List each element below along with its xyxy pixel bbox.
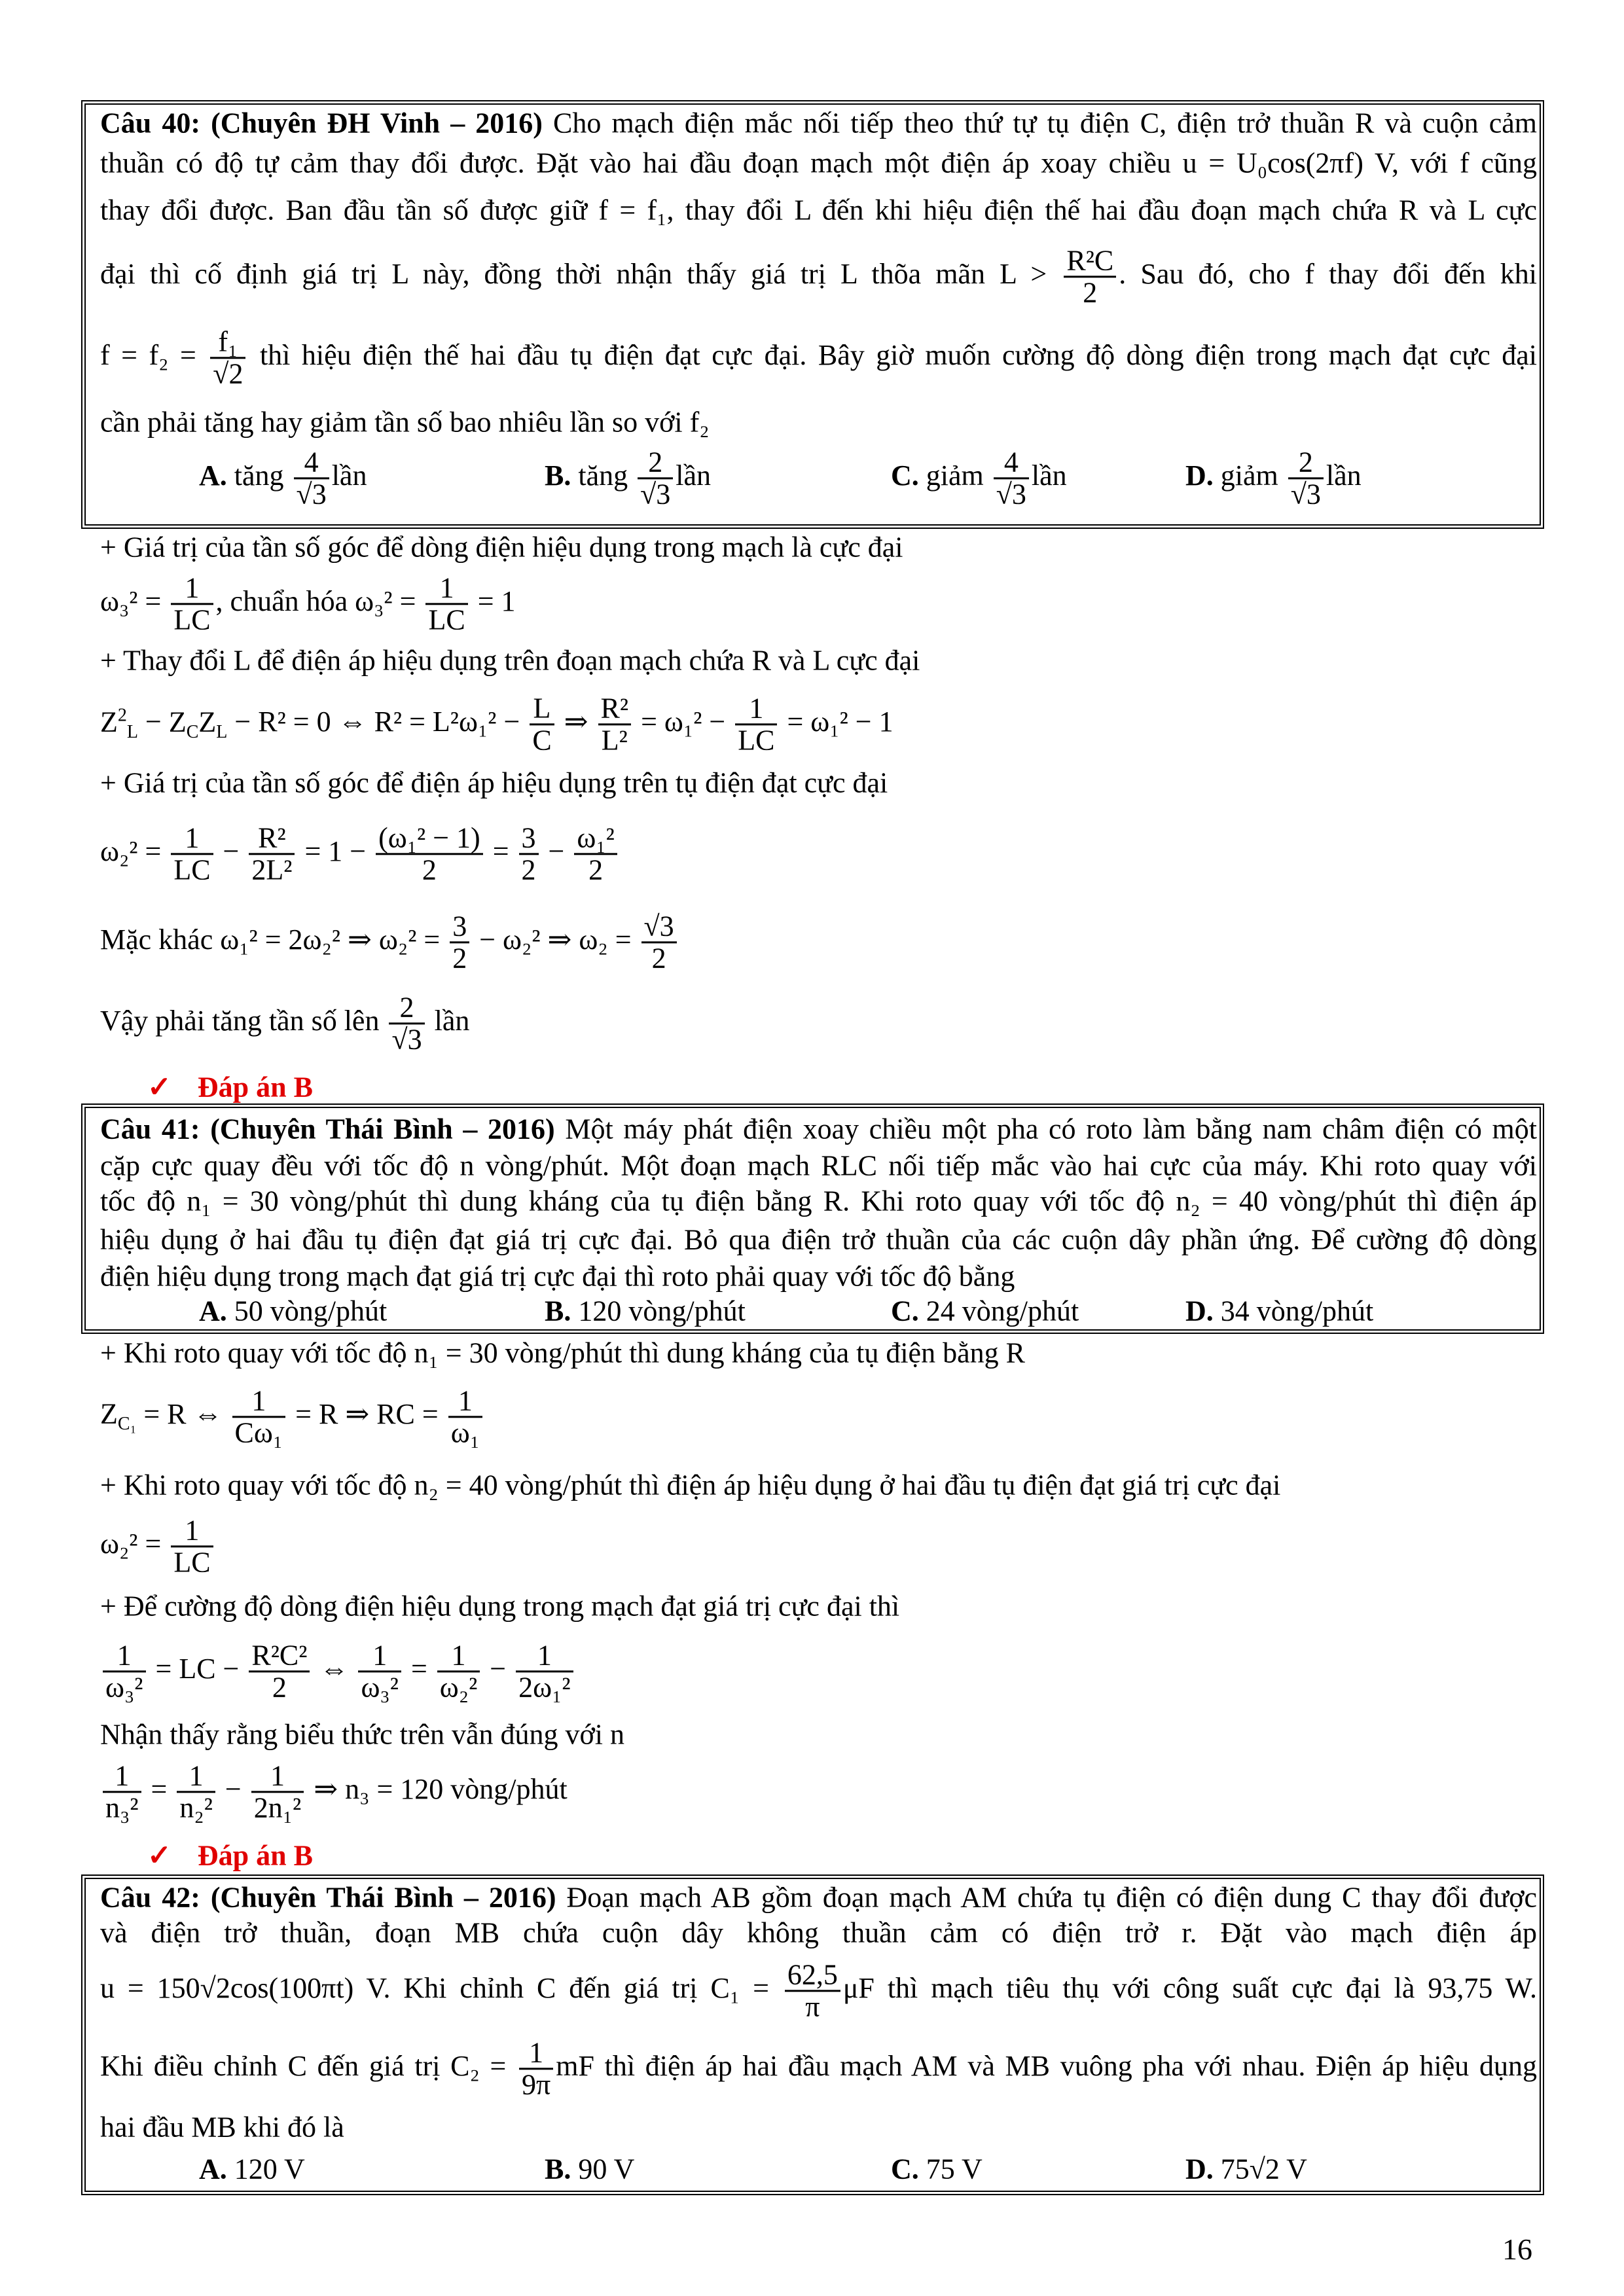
text-run: Vậy phải tăng tần số lên: [100, 1004, 387, 1037]
fraction-numerator: 1: [103, 1761, 141, 1793]
text-run: + Khi roto quay với tốc độ n₁ = 30 vòng/phút thì dung kháng của tụ điện bằng R: [100, 1336, 1025, 1369]
fraction: [450, 911, 469, 973]
q42-line: [100, 2038, 1537, 2100]
fraction: [574, 823, 617, 885]
q42-option-c: [891, 2153, 983, 2186]
q42-line: [100, 2111, 1537, 2145]
s40-line: [100, 911, 1537, 973]
fraction-numerator: 1: [425, 573, 467, 605]
s41-line: [100, 1386, 1537, 1448]
fraction: [358, 1640, 401, 1702]
text-run: −: [541, 835, 572, 868]
q41-line: [100, 1223, 1537, 1257]
fraction-denominator: 2L²: [251, 853, 293, 886]
fraction-denominator: ω₃²: [105, 1671, 143, 1704]
fraction-numerator: 4: [994, 448, 1029, 480]
fraction-denominator: LC: [428, 603, 465, 636]
s40-line: [100, 823, 1537, 885]
fraction-numerator: 4: [294, 448, 329, 480]
text-run: = ω₁² −: [634, 706, 733, 738]
math-base: Z: [100, 1397, 118, 1430]
math-subscript: C: [186, 721, 199, 742]
text-run: điện hiệu dụng trong mạch đạt giá trị cực đại thì roto phải quay với tốc độ bằng: [100, 1260, 1015, 1293]
text-run: + Để cường độ dòng điện hiệu dụng trong mạch đạt giá trị cực đại thì: [100, 1590, 900, 1623]
text-run: −: [217, 1773, 249, 1806]
fraction-numerator: 1: [735, 693, 777, 725]
page-number: 16: [1502, 2233, 1532, 2266]
fraction-numerator: R²: [598, 693, 632, 725]
text-run: −: [482, 1652, 514, 1685]
fraction-numerator: 1: [171, 1515, 213, 1547]
s41-line: [100, 1761, 1537, 1823]
fraction: [519, 823, 539, 885]
fraction-denominator: 9π: [522, 2068, 551, 2101]
fraction-denominator: Cω₁: [234, 1416, 283, 1448]
math-subscript: C₁: [117, 1414, 137, 1435]
text-run: . Sau đó, cho f thay đổi đến khi: [1119, 258, 1537, 291]
fraction-denominator: LC: [738, 724, 775, 757]
fraction: [171, 573, 213, 635]
text-run: cặp cực quay đều với tốc độ n vòng/phút. Một đoạn mạch RLC nối tiếp mắc vào hai cực của máy. Khi roto quay với: [100, 1149, 1537, 1182]
text-run: = R ⇒ RC =: [288, 1397, 446, 1430]
bold-label: Câu 41: (Chuyên Thái Bình – 2016): [100, 1113, 555, 1145]
q40-line: [100, 107, 1537, 141]
fraction: [994, 448, 1029, 510]
text-run: =: [143, 1773, 175, 1806]
text-run: ⇒ n₃ = 120 vòng/phút: [306, 1773, 568, 1806]
q40-option-c: [891, 448, 1067, 510]
bold-label: D.: [1185, 459, 1214, 492]
q41-line: [100, 1185, 1537, 1219]
fraction-denominator: 2ω₁²: [518, 1671, 571, 1704]
text-run: lần: [427, 1004, 470, 1037]
q42-option-b: [545, 2153, 634, 2186]
fraction-denominator: π: [805, 1990, 820, 2023]
text-run: lần: [1031, 459, 1067, 492]
fraction-denominator: √3: [996, 478, 1026, 511]
text-run: 75√2 V: [1213, 2153, 1307, 2185]
bold-label: A.: [199, 459, 227, 492]
fraction-denominator: 2: [588, 853, 604, 886]
text-run: μF thì mạch tiêu thụ với công suất cực đại là 93,75 W.: [842, 1972, 1537, 2005]
s40-line: [100, 693, 1537, 755]
q41-line: [100, 1260, 1537, 1293]
fraction-denominator: ω₁: [450, 1416, 480, 1448]
q40-option-b: [545, 448, 711, 510]
s40-line: [100, 573, 1537, 635]
text-run: lần: [331, 459, 367, 492]
fraction: [171, 1515, 213, 1577]
text-run: hai đầu MB khi đó là: [100, 2111, 344, 2144]
fraction-denominator: √3: [391, 1023, 422, 1056]
s41-line: [100, 1336, 1537, 1370]
fraction: [210, 327, 245, 389]
text-run: = 1 −: [297, 835, 374, 868]
fraction-numerator: 62,5: [785, 1960, 840, 1992]
fraction: [1288, 448, 1324, 510]
fraction: [519, 2038, 553, 2100]
text-run: lần: [676, 459, 712, 492]
fraction: [249, 1640, 310, 1702]
bold-label: Câu 40: (Chuyên ĐH Vinh – 2016): [100, 107, 543, 139]
fraction-denominator: L²: [601, 724, 628, 757]
fraction: [425, 573, 467, 635]
fraction-numerator: 1: [177, 1761, 215, 1793]
s40-line: [100, 645, 1537, 678]
fraction: [249, 823, 295, 885]
text-run: Một máy phát điện xoay chiều một pha có roto làm bằng nam châm điện có một: [554, 1113, 1537, 1145]
fraction: [103, 1761, 141, 1823]
fraction-denominator: C: [532, 724, 552, 757]
text-run: = ω₁² − 1: [780, 706, 893, 738]
s41-line: [100, 1640, 1537, 1702]
fraction: [530, 693, 554, 755]
fraction-numerator: √3: [641, 911, 677, 943]
text-run: = 1: [470, 584, 516, 617]
text-run: cần phải tăng hay giảm tần số bao nhiêu lần so với f₂: [100, 406, 710, 439]
fraction-numerator: (ω₁² − 1): [376, 823, 483, 855]
math-base: Z: [198, 706, 217, 738]
bold-label: D.: [1185, 1295, 1214, 1327]
fraction: [638, 448, 673, 510]
s40-line: [100, 992, 1537, 1054]
text-run: giảm: [1213, 459, 1286, 492]
fraction-denominator: √2: [213, 357, 244, 390]
fraction-numerator: 1: [232, 1386, 286, 1418]
s40-line: [100, 531, 1537, 565]
q41-line: [100, 1113, 1537, 1146]
text-run: mF thì điện áp hai đầu mạch AM và MB vuông pha với nhau. Điện áp hiệu dụng: [556, 2050, 1537, 2083]
bold-label: B.: [545, 1295, 571, 1327]
text-run: đại thì cố định giá trị L này, đồng thời nhận thấy giá trị L thõa mãn L >: [100, 258, 1062, 291]
text-run: = LC −: [148, 1652, 247, 1685]
q40-line: [100, 245, 1537, 308]
checkmark-icon: ✓: [147, 1839, 171, 1872]
text-run: ω₃² =: [100, 584, 169, 617]
fraction-numerator: L: [530, 693, 554, 725]
s41-answer: [147, 1839, 313, 1873]
fraction-numerator: R²C²: [249, 1640, 310, 1672]
fraction: [251, 1761, 304, 1823]
text-run: và điện trở thuần, đoạn MB chứa cuộn dây không thuần cảm có điện trở r. Đặt vào mạch điện áp: [100, 1916, 1537, 1949]
fraction-denominator: LC: [173, 853, 211, 886]
fraction-numerator: 1: [103, 1640, 146, 1672]
bold-label: Câu 42: (Chuyên Thái Bình – 2016): [100, 1881, 556, 1914]
fraction: [376, 823, 483, 885]
text-run: thay đổi được. Ban đầu tần số được giữ f = f₁, thay đổi L đến khi hiệu điện thế hai đầu đoạn mạch chứa R và L cực: [100, 194, 1537, 226]
fraction-denominator: 2: [651, 942, 666, 975]
bold-label: A.: [199, 2153, 227, 2185]
text-run: − R² = 0 ⇔ R² = L²ω₁² −: [227, 706, 528, 738]
text-run: ω₂² =: [100, 1527, 169, 1560]
text-run: Nhận thấy rằng biểu thức trên vẫn đúng với n: [100, 1718, 625, 1751]
text-run: ⇒: [556, 706, 596, 738]
fraction-numerator: 2: [389, 992, 424, 1024]
bold-label: C.: [891, 1295, 919, 1327]
text-run: 90 V: [571, 2153, 635, 2185]
text-run: Khi điều chỉnh C đến giá trị C₂ =: [100, 2050, 517, 2083]
q42-option-a: [199, 2153, 305, 2186]
fraction-numerator: 3: [450, 911, 469, 943]
fraction-denominator: 2: [521, 853, 536, 886]
text-run: 120 vòng/phút: [571, 1295, 746, 1327]
text-run: =: [485, 835, 516, 868]
q42-line: [100, 1917, 1537, 1950]
fraction-numerator: R²C: [1064, 245, 1116, 278]
fraction-numerator: 1: [519, 2038, 553, 2070]
fraction: [448, 1386, 482, 1448]
fraction-numerator: f₁: [210, 327, 245, 359]
fraction-numerator: 1: [448, 1386, 482, 1418]
fraction-denominator: 2: [422, 853, 437, 886]
fraction-denominator: √3: [640, 478, 671, 511]
bold-label: C.: [891, 459, 919, 492]
fraction-numerator: 2: [1288, 448, 1324, 480]
math-base: Z: [100, 706, 118, 738]
text-run: −: [138, 706, 169, 738]
math-symbol: [100, 1397, 137, 1435]
fraction-denominator: LC: [173, 1546, 211, 1578]
text-run: 75 V: [918, 2153, 983, 2185]
fraction-numerator: 1: [516, 1640, 573, 1672]
q42-line: [100, 1882, 1537, 1915]
text-run: 120 V: [226, 2153, 305, 2185]
q41-option-d: [1185, 1294, 1373, 1327]
fraction-numerator: 2: [638, 448, 673, 480]
fraction-denominator: 2: [452, 942, 467, 975]
q41-option-c: [891, 1294, 1079, 1327]
fraction: [1064, 245, 1116, 308]
fraction-denominator: 2: [1083, 276, 1098, 309]
text-run: Cho mạch điện mắc nối tiếp theo thứ tự tụ điện C, điện trở thuần R và cuộn cảm: [542, 107, 1538, 139]
bold-label: D.: [1185, 2153, 1214, 2185]
fraction-numerator: ω₁²: [574, 823, 617, 855]
s41-line: [100, 1590, 1537, 1623]
bold-label: B.: [545, 459, 571, 492]
s40-line: [100, 767, 1537, 800]
text-run: + Thay đổi L để điện áp hiệu dụng trên đoạn mạch chứa R và L cực đại: [100, 644, 920, 677]
fraction: [177, 1761, 215, 1823]
text-run: lần: [1326, 459, 1362, 492]
s40-answer: [147, 1070, 313, 1103]
text-run: , chuẩn hóa ω₃² =: [215, 584, 424, 617]
fraction: [389, 992, 424, 1054]
fraction: [437, 1640, 480, 1702]
text-run: Mặc khác ω₁² = 2ω₂² ⇒ ω₂² =: [100, 924, 448, 956]
q41-line: [100, 1150, 1537, 1183]
math-symbol: [198, 706, 228, 742]
fraction-numerator: 1: [171, 573, 213, 605]
q40-line: [100, 194, 1537, 227]
q40-option-d: [1185, 448, 1362, 510]
text-run: ω₂² =: [100, 835, 169, 868]
fraction-numerator: 1: [171, 823, 213, 855]
fraction: [516, 1640, 573, 1702]
text-run: =: [403, 1652, 435, 1685]
checkmark-icon: ✓: [147, 1071, 171, 1103]
text-run: tăng: [226, 459, 291, 492]
text-run: + Khi roto quay với tốc độ n₂ = 40 vòng/phút thì điện áp hiệu dụng ở hai đầu tụ điện đạt giá trị cực đại: [100, 1469, 1281, 1501]
fraction: [103, 1640, 146, 1702]
fraction-denominator: ω₃²: [361, 1671, 399, 1704]
bold-label: A.: [199, 1295, 227, 1327]
text-run: = R ⇔: [136, 1397, 230, 1430]
answer-label: Đáp án B: [197, 1071, 313, 1103]
fraction-denominator: 2n₁²: [253, 1791, 302, 1824]
math-base: Z: [168, 706, 187, 738]
bold-label: C.: [891, 2153, 919, 2185]
q41-option-b: [545, 1294, 746, 1327]
math-symbol: [168, 706, 199, 742]
text-run: ⇔: [312, 1652, 356, 1685]
text-run: + Giá trị của tần số góc để dòng điện hiệu dụng trong mạch là cực đại: [100, 531, 903, 564]
fraction-numerator: 3: [519, 823, 539, 855]
text-run: Đoạn mạch AB gồm đoạn mạch AM chứa tụ điện có điện dung C thay đổi được: [556, 1881, 1537, 1914]
fraction-denominator: ω₂²: [439, 1671, 478, 1704]
fraction: [735, 693, 777, 755]
fraction: [171, 823, 213, 885]
text-run: + Giá trị của tần số góc để điện áp hiệu dụng trên tụ điện đạt cực đại: [100, 766, 888, 799]
text-run: −: [215, 835, 247, 868]
bold-label: B.: [545, 2153, 571, 2185]
math-symbol: [100, 705, 138, 742]
text-run: − ω₂² ⇒ ω₂ =: [472, 924, 639, 956]
fraction-denominator: LC: [173, 603, 211, 636]
q40-option-a: [199, 448, 367, 510]
math-superscript: 2: [117, 705, 127, 726]
fraction-numerator: R²: [249, 823, 295, 855]
text-run: u = 150√2cos(100πt) V. Khi chỉnh C đến giá trị C₁ =: [100, 1972, 782, 2005]
math-subscript: L: [126, 721, 138, 742]
fraction-numerator: 1: [358, 1640, 401, 1672]
q40-line: [100, 406, 1537, 439]
text-run: hiệu dụng ở hai đầu tụ điện đạt giá trị cực đại. Bỏ qua điện trở thuần của các cuộn dây phần ứng. Để cường độ dòng: [100, 1223, 1537, 1256]
text-run: giảm: [918, 459, 991, 492]
math-subscript: L: [216, 721, 228, 742]
fraction: [641, 911, 677, 973]
text-run: tăng: [571, 459, 636, 492]
fraction: [598, 693, 632, 755]
text-run: 50 vòng/phút: [226, 1295, 388, 1327]
text-run: 24 vòng/phút: [918, 1295, 1079, 1327]
fraction-denominator: n₃²: [105, 1791, 139, 1824]
text-run: thuần có độ tự cảm thay đổi được. Đặt vào hai đầu đoạn mạch một điện áp xoay chiều u = U₀cos(2πf) V, với f cũng: [100, 147, 1537, 179]
answer-label: Đáp án B: [197, 1839, 313, 1872]
text-run: 34 vòng/phút: [1213, 1295, 1374, 1327]
fraction: [294, 448, 329, 510]
q42-line: [100, 1960, 1537, 2022]
fraction-denominator: √3: [1290, 478, 1321, 511]
fraction-numerator: 1: [251, 1761, 304, 1793]
fraction-numerator: 1: [437, 1640, 480, 1672]
fraction-denominator: 2: [272, 1671, 287, 1704]
fraction-denominator: n₂²: [179, 1791, 213, 1824]
s41-line: [100, 1718, 1537, 1751]
q42-option-d: [1185, 2153, 1307, 2186]
q40-line: [100, 327, 1537, 389]
text-run: thì hiệu điện thế hai đầu tụ điện đạt cực đại. Bây giờ muốn cường độ dòng điện trong mạch đạt cực đại: [248, 338, 1537, 371]
text-run: tốc độ n₁ = 30 vòng/phút thì dung kháng của tụ điện bằng R. Khi roto quay với tốc độ n₂ = 40 vòng/phút thì điện áp: [100, 1185, 1537, 1217]
text-run: f = f₂ =: [100, 338, 208, 371]
fraction: [232, 1386, 286, 1448]
fraction: [785, 1960, 840, 2022]
s41-line: [100, 1469, 1537, 1503]
fraction-denominator: √3: [296, 478, 327, 511]
q40-line: [100, 147, 1537, 180]
q41-option-a: [199, 1294, 387, 1327]
s41-line: [100, 1515, 1537, 1577]
